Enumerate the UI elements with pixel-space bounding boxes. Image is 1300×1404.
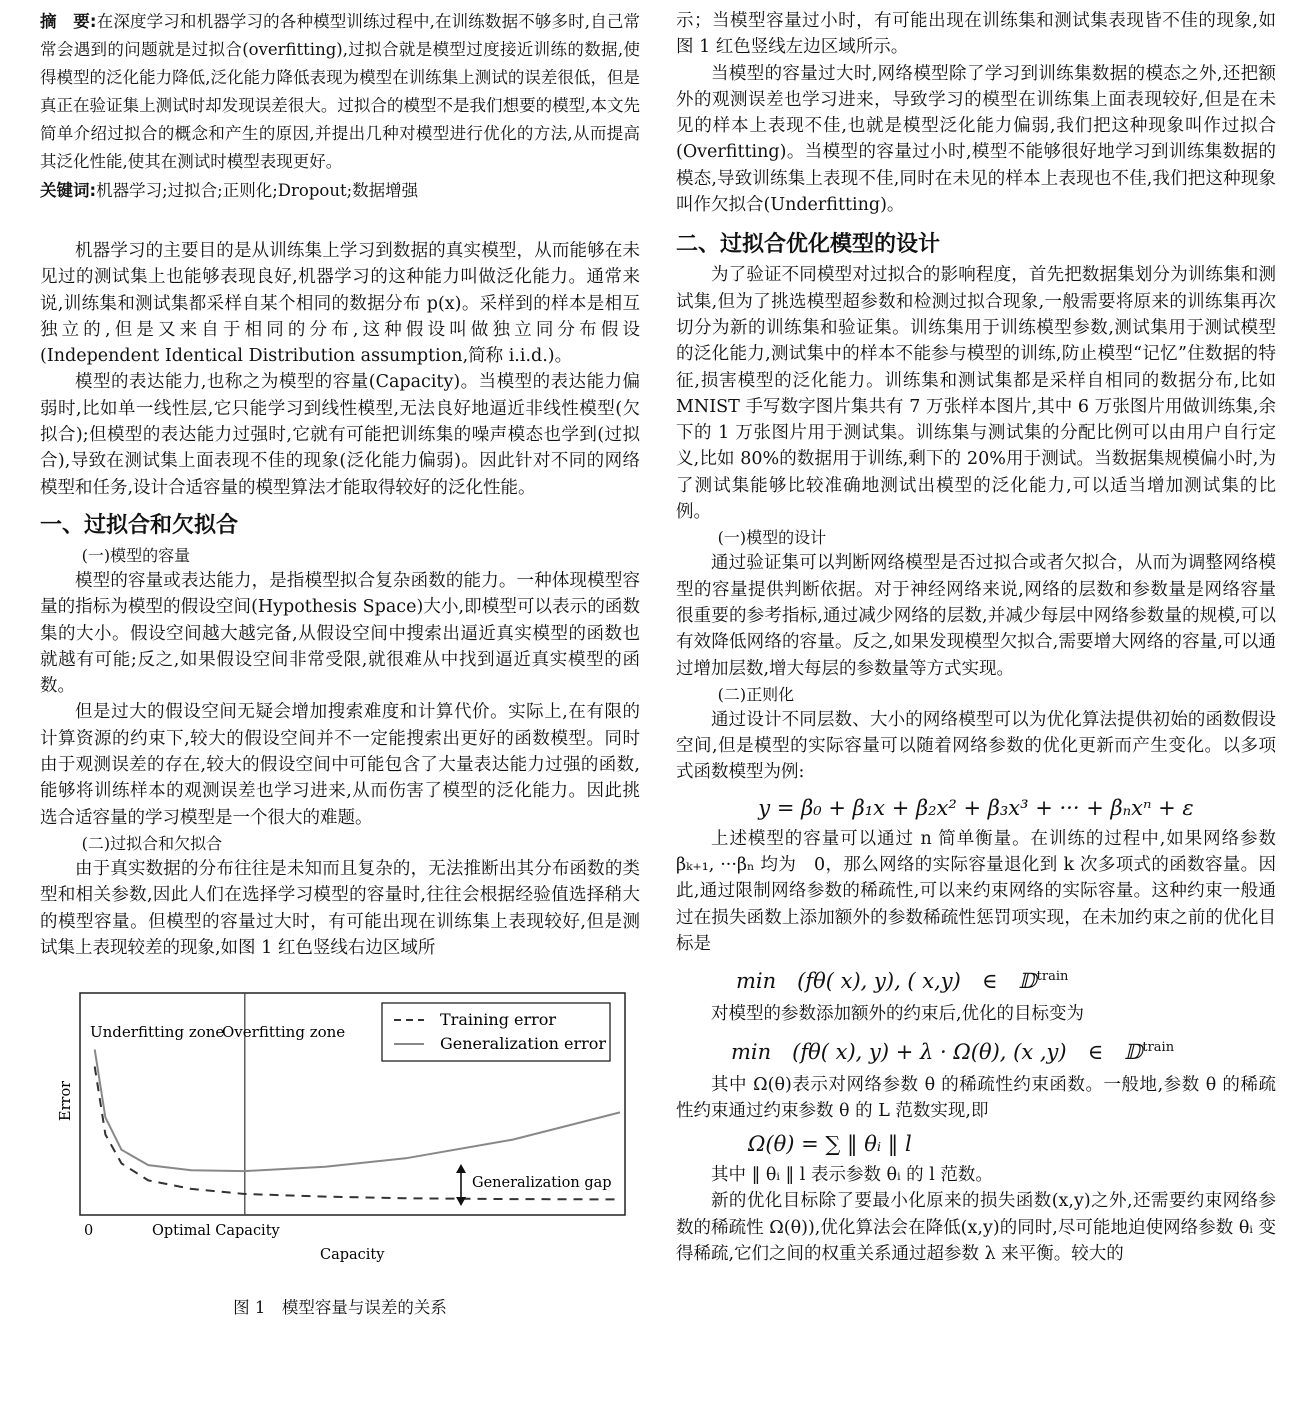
subsection-capacity: (一)模型的容量: [81, 545, 191, 565]
objective-2-body: min (fθ( x), y) + λ · Ω(θ), (x ,y) ∈ 𝔻: [731, 1039, 1143, 1064]
continued-paragraph: 示；当模型容量过小时，有可能出现在训练集和测试集表现皆不佳的现象,如图 1 红色竖线左边区域所示。: [676, 11, 1276, 58]
y-axis-label: Error: [58, 1081, 74, 1122]
x-tick-0: 0: [84, 1223, 94, 1240]
right-column: [676, 8, 1276, 1267]
intro-paragraph-1: 机器学习的主要目的是从训练集上学习到数据的真实模型，从而能够在未见过的测试集上也能够表现良好,机器学习的这种能力叫做泛化能力。通常来说,训练集和测试集都采样自某个相同的数据分布 p(x)。采样到的样本是相互独立的,但是又来自于相同的分布,这种假设叫做独立同分布假设(Independent Identical Distribution assumption,简称 i.i.d.)。: [40, 241, 640, 367]
polynomial-equation: y = β₀ + β₁x + β₂x² + β₃x³ + ··· + βₙxⁿ + ε: [758, 795, 1194, 820]
objective-1-body: min (fθ( x), y), ( x,y) ∈ 𝔻: [736, 969, 1037, 994]
regularization-paragraph-6: 新的优化目标除了要最小化原来的损失函数(x,y)之外,还需要约束网络参数的稀疏性 Ω(θ)),优化算法会在降低(x,y)的同时,尽可能地迫使网络参数 θᵢ 变得稀疏,它们之间的权重关系通过超参数 λ 来平衡。较大的: [676, 1191, 1276, 1264]
omega-equation: Ω(θ) = ∑ ‖ θᵢ ‖ l: [748, 1132, 912, 1157]
objective-equation-1: [676, 965, 1276, 995]
fitting-paragraph-1: 由于真实数据的分布往往是未知而且复杂的，无法推断出其分布函数的类型和相关参数,因此人们在选择学习模型的容量时,往往会根据经验值选择稍大的模型容量。但模型的容量过大时，有可能出现在训练集上表现较好,但是测试集上表现较差的现象,如图 1 红色竖线右边区域所: [40, 858, 640, 958]
abstract: [40, 8, 640, 176]
dataset-split-paragraph: 为了验证不同模型对过拟合的影响程度，首先把数据集划分为训练集和测试集,但为了挑选模型超参数和检测过拟合现象,一般需要将原来的训练集再次切分为新的训练集和验证集。训练集用于训练模型参数,测试集用于测试模型的泛化能力,测试集中的样本不能参与模型的训练,防止模型“记忆”住数据的特征,损害模型的泛化能力。训练集和测试集都是采样自相同的数据分布,比如 MNIST 手写数字图片集共有 7 万张样本图片,其中 6 万张图片用做训练集,余下的 1 万张图片用于测试集。训练集与测试集的分配比例可以由用户自行定义,比如 80%的数据用于训练,剩下的 20%用于测试。当数据集规模偏小时,为了测试集能够比较准确地测试出模型的泛化能力,可以适当增加测试集的比例。: [676, 265, 1276, 523]
overfitting-paragraph: 当模型的容量过大时,网络模型除了学习到训练集数据的模态之外,还把额外的观测误差也学习进来，导致学习的模型在训练集上面表现较好,但是在未见的样本上表现不佳,也就是模型泛化能力偏弱,我们把这种现象叫作过拟合(Overfitting)。当模型的容量过小时,模型不能够很好地学习到训练集数据的模态,导致训练集上表现不佳,同时在未见的样本上表现也不佳,我们把这种现象叫作欠拟合(Underfitting)。: [676, 63, 1276, 216]
gap-arrow-head-down: [456, 1197, 466, 1206]
regularization-paragraph-1: 通过设计不同层数、大小的网络模型可以为优化算法提供初始的函数假设空间,但是模型的实际容量可以随着网络参数的优化更新而产生变化。以多项式函数模型为例:: [676, 709, 1276, 783]
x-axis-label: Capacity: [320, 1247, 385, 1264]
subsection-model-design: (一)模型的设计: [717, 528, 827, 548]
overfitting-zone-label: Overfitting zone: [222, 1023, 346, 1042]
section-heading-2: 二、过拟合优化模型的设计: [676, 232, 941, 258]
keywords: [40, 178, 640, 204]
regularization-paragraph-5: 其中 ‖ θᵢ ‖ l 表示参数 θᵢ 的 l 范数。: [711, 1165, 993, 1186]
capacity-paragraph-1: 模型的容量或表达能力，是指模型拟合复杂函数的能力。一种体现模型容量的指标为模型的假设空间(Hypothesis Space)大小,即模型可以表示的函数集的大小。假设空间越大越完备,从假设空间中搜索出逼近真实模型的函数也就越有可能;反之,如果假设空间非常受限,就很难从中找到逼近真实模型的函数。: [40, 570, 640, 697]
objective-1-sup: train: [1036, 969, 1069, 985]
capacity-error-chart: [40, 981, 640, 1281]
model-design-paragraph: 通过验证集可以判断网络模型是否过拟合或者欠拟合，从而为调整网络模型的容量提供判断依据。对于神经网络来说,网络的层数和参数量是网络容量很重要的参考指标,通过减少网络的层数,并减少每层中网络参数量的规模,可以有效降低网络的容量。反之,如果发现模型欠拟合,需要增大网络的容量,可以通过增加层数,增大每层的参数量等方式实现。: [676, 553, 1276, 679]
legend-generalization-error: Generalization error: [440, 1034, 607, 1054]
regularization-paragraph-3: 对模型的参数添加额外的约束后,优化的目标变为: [711, 1004, 1085, 1025]
keywords-label: 关键词:: [40, 181, 97, 200]
optimal-capacity-label: Optimal Capacity: [152, 1223, 280, 1240]
regularization-paragraph-4: 其中 Ω(θ)表示对网络参数 θ 的稀疏性约束函数。一般地,参数 θ 的稀疏性约束通过约束参数 θ 的 L 范数实现,即: [676, 1074, 1276, 1121]
figure-caption: 图 1 模型容量与误差的关系: [233, 1298, 447, 1318]
objective-equation-2: [676, 1036, 1276, 1066]
subsection-regularization: (二)正则化: [717, 684, 795, 704]
regularization-paragraph-2: 上述模型的容量可以通过 n 简单衡量。在训练的过程中,如果网络参数 βₖ₊₁, ···βₙ 均为 0，那么网络的实际容量退化到 k 次多项式的函数容量。因此,通过限制网络参数的稀疏性,可以来约束网络的实际容量。这种约束一般通过在损失函数上添加额外的参数稀疏性惩罚项实现，在未加约束之前的优化目标是: [676, 828, 1276, 954]
abstract-text: 在深度学习和机器学习的各种模型训练过程中,在训练数据不够多时,自己常常会遇到的问题就是过拟合(overfitting),过拟合就是模型过度接近训练的数据,使得模型的泛化能力降低,泛化能力降低表现为模型在训练集上测试的误差很低，但是真正在验证集上测试时却发现误差很大。过拟合的模型不是我们想要的模型,本文先简单介绍过拟合的概念和产生的原因,并提出几种对模型进行优化的方法,从而提高其泛化性能,使其在测试时模型表现更好。: [40, 12, 640, 171]
gap-arrow-head-up: [456, 1164, 466, 1173]
capacity-paragraph-2: 但是过大的假设空间无疑会增加搜索难度和计算代价。实际上,在有限的计算资源的约束下,较大的假设空间并不一定能搜索出更好的函数模型。同时由于观测误差的存在,较大的假设空间中可能包含了大量表达能力过强的函数,能够将训练样本的观测误差也学习进来,从而伤害了模型的泛化能力。因此挑选合适容量的学习模型是一个很大的难题。: [40, 702, 640, 828]
objective-2-sup: train: [1142, 1039, 1175, 1055]
keywords-text: 机器学习;过拟合;正则化;Dropout;数据增强: [96, 181, 419, 200]
series-line-generalization-error: [95, 1050, 620, 1172]
intro-paragraph-2: 模型的表达能力,也称之为模型的容量(Capacity)。当模型的表达能力偏弱时,比如单一线性层,它只能学习到线性模型,无法良好地逼近非线性模型(欠拟合);但模型的表达能力过强时,它就有可能把训练集的噪声模态也学到(过拟合),导致在测试集上面表现不佳的现象(泛化能力偏弱)。因此针对不同的网络模型和任务,设计合适容量的模型算法才能取得较好的泛化性能。: [40, 372, 640, 498]
subsection-fitting: (二)过拟合和欠拟合: [81, 833, 223, 853]
legend-training-error: Training error: [440, 1010, 557, 1030]
section-heading-1: 一、过拟合和欠拟合: [40, 512, 239, 538]
left-column: [40, 8, 640, 1321]
underfitting-zone-label: Underfitting zone: [90, 1023, 225, 1042]
figure-1: [40, 981, 640, 1321]
abstract-label: 摘 要:: [40, 12, 97, 31]
generalization-gap-label: Generalization gap: [472, 1175, 612, 1192]
